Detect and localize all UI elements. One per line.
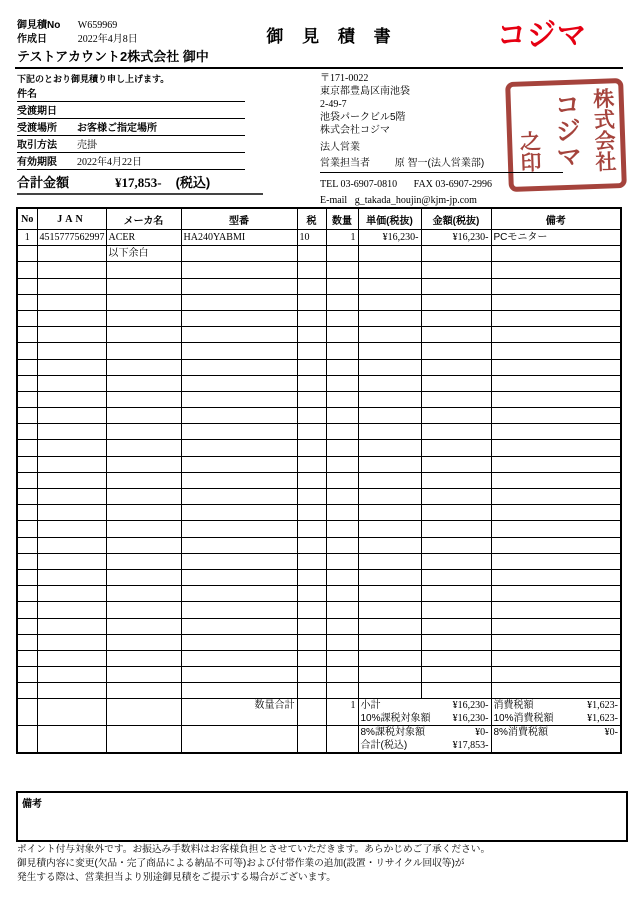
table-row-empty xyxy=(17,278,621,294)
field-subject-label: 件名 xyxy=(17,89,37,100)
table-row-empty xyxy=(17,440,621,456)
totals-row-1 xyxy=(17,699,621,726)
field-payment-method-label: 取引方法 xyxy=(17,140,57,151)
field-delivery-date-label: 受渡期日 xyxy=(17,106,57,117)
item-jan: 4515777562997 xyxy=(37,230,106,246)
created-date-value: 2022年4月8日 xyxy=(77,34,138,45)
footer-note-1: ポイント付与対象外です。お振込み手数料はお客様負担とさせていただきます。あらかじめご了承ください。 xyxy=(17,844,491,855)
seller-block xyxy=(320,72,583,207)
items-table xyxy=(16,207,622,754)
field-expiry-value: 2022年4月22日 xyxy=(77,157,142,168)
quote-fields xyxy=(17,84,245,195)
document-title: 御 見 積 書 xyxy=(266,27,398,46)
footer-notes xyxy=(17,843,490,885)
seller-email: g_takada_houjin@kjm-jp.com xyxy=(354,195,477,206)
seal-text-suffix: 之印 xyxy=(516,129,543,173)
taxable8-label: 8%課税対象額 xyxy=(360,727,425,739)
remarks-label: 備考 xyxy=(22,799,42,810)
item-amount: ¥16,230- xyxy=(421,230,491,246)
seller-postal: 〒171-0022 xyxy=(320,73,369,84)
seller-address2: 2-49-7 xyxy=(320,99,347,110)
total-incl-tax-value: ¥17,853- xyxy=(452,740,489,752)
col-no: No xyxy=(17,208,37,230)
tax10-line xyxy=(494,712,619,725)
col-model: 型番 xyxy=(181,208,297,230)
table-row-empty xyxy=(17,424,621,440)
grand-total-value: ¥17,853- xyxy=(115,175,162,190)
tax8-label: 8%消費税額 xyxy=(493,727,548,739)
tax-total-value: ¥1,623- xyxy=(587,700,618,712)
email-label: E-mail xyxy=(320,195,348,206)
seller-address3: 池袋パークビル5階 xyxy=(320,112,406,123)
tax8-line xyxy=(494,726,619,739)
table-row-empty xyxy=(17,602,621,618)
table-row-empty xyxy=(17,310,621,326)
grand-total-suffix: (税込) xyxy=(175,175,211,190)
seller-division: 法人営業 xyxy=(320,142,360,153)
table-row-empty xyxy=(17,521,621,537)
grand-total-label: 合計金額 xyxy=(17,175,70,190)
sales-contact-row xyxy=(320,157,563,173)
field-payment-method-value: 売掛 xyxy=(77,140,97,151)
quote-no-value: W659969 xyxy=(77,20,118,31)
grand-total-row xyxy=(17,172,263,195)
table-row-empty xyxy=(17,553,621,569)
footer-note-3: 発生する際は、営業担当より別途御見積をご提示する場合がございます。 xyxy=(17,872,336,883)
table-row-empty xyxy=(17,683,621,699)
subtotal-cell xyxy=(358,699,491,726)
table-row-empty xyxy=(17,262,621,278)
tax8-cell xyxy=(491,726,621,754)
item-qty: 1 xyxy=(326,230,358,246)
tax10-label: 10%消費税額 xyxy=(493,713,554,725)
tax8-value: ¥0- xyxy=(604,727,618,739)
remarks-box xyxy=(16,791,628,842)
tax10-value: ¥1,623- xyxy=(587,713,618,725)
field-subject xyxy=(17,84,245,102)
taxable8-value: ¥0- xyxy=(475,727,489,739)
table-row-empty xyxy=(17,456,621,472)
seller-fax: FAX 03-6907-2996 xyxy=(413,179,493,190)
field-delivery-place xyxy=(17,119,245,136)
subtotal-line xyxy=(361,699,489,712)
table-row-empty xyxy=(17,343,621,359)
table-row-empty xyxy=(17,391,621,407)
tax-total-line xyxy=(494,699,619,712)
total-incl-tax-line xyxy=(361,739,489,752)
greeting-text: 下記のとおり御見積り申し上げます。 xyxy=(17,74,170,84)
customer-name: テストアカウント2株式会社 御中 xyxy=(17,49,209,64)
item-model: HA240YABMI xyxy=(181,230,297,246)
taxable8-line xyxy=(361,726,489,739)
col-amount: 金額(税抜) xyxy=(421,208,491,230)
table-row-empty xyxy=(17,408,621,424)
sales-contact-label: 営業担当者 xyxy=(320,158,370,169)
table-row-empty xyxy=(17,667,621,683)
total-incl-tax-label: 合計(税込) xyxy=(360,740,408,752)
table-row-empty xyxy=(17,505,621,521)
kojima-logo: コジマ xyxy=(497,18,588,54)
table-header-row xyxy=(17,208,621,230)
tel-fax-row xyxy=(320,178,580,191)
col-jan: JAN xyxy=(37,208,106,230)
totals-section xyxy=(17,699,621,754)
table-body xyxy=(17,230,621,262)
blank-marker-row xyxy=(17,246,621,262)
totals-row-2 xyxy=(17,726,621,754)
field-delivery-place-value: お客様ご指定場所 xyxy=(77,123,157,134)
table-row-empty xyxy=(17,634,621,650)
sales-contact-name: 原 智一(法人営業部) xyxy=(394,158,485,169)
table-row-empty xyxy=(17,489,621,505)
field-payment-method xyxy=(17,136,245,153)
subtotal-label: 小計 xyxy=(360,700,381,712)
grand-total-cell xyxy=(358,726,491,754)
subtotal-value: ¥16,230- xyxy=(452,700,489,712)
table-row-empty xyxy=(17,294,621,310)
item-row-1 xyxy=(17,230,621,246)
taxable10-label: 10%課税対象額 xyxy=(360,713,431,725)
field-expiry-label: 有効期限 xyxy=(17,157,57,168)
col-maker: メーカ名 xyxy=(106,208,181,230)
seller-tel: TEL 03-6907-0810 xyxy=(320,179,398,190)
email-row xyxy=(320,194,580,207)
footer-note-2: 御見積内容に変更(欠品・完了商品による納品不可等)および付帯作業の追加(設置・リサイクル回収等)が xyxy=(17,858,465,869)
qty-total-value: 1 xyxy=(326,699,358,726)
seller-company: 株式会社コジマ xyxy=(320,125,390,136)
table-row-empty xyxy=(17,472,621,488)
table-row-empty xyxy=(17,375,621,391)
table-row-empty xyxy=(17,586,621,602)
seal-text-kojima: コジマ xyxy=(550,90,583,170)
field-delivery-place-label: 受渡場所 xyxy=(17,123,57,134)
table-row-empty xyxy=(17,618,621,634)
table-row-empty xyxy=(17,650,621,666)
qty-total-label: 数量合計 xyxy=(181,699,297,726)
seal-text-company: 株式会社 xyxy=(590,87,618,173)
quote-no-label: 御見積No xyxy=(17,20,61,31)
tax-total-label: 消費税額 xyxy=(493,700,534,712)
col-qty: 数量 xyxy=(326,208,358,230)
table-row-empty xyxy=(17,327,621,343)
item-maker: ACER xyxy=(106,230,181,246)
field-delivery-date xyxy=(17,102,245,119)
seller-address1: 東京都豊島区南池袋 xyxy=(320,86,410,97)
taxable10-line xyxy=(361,712,489,725)
table-row-empty xyxy=(17,569,621,585)
item-tax: 10 xyxy=(297,230,326,246)
table-row-empty xyxy=(17,537,621,553)
col-unit-price: 単価(税抜) xyxy=(358,208,421,230)
taxable10-value: ¥16,230- xyxy=(452,713,489,725)
header-rule xyxy=(15,67,623,69)
item-no: 1 xyxy=(17,230,37,246)
empty-rows xyxy=(17,262,621,699)
table-row-empty xyxy=(17,359,621,375)
tax-amount-cell xyxy=(491,699,621,726)
blank-marker: 以下余白 xyxy=(106,246,181,262)
col-tax: 税 xyxy=(297,208,326,230)
created-date-row xyxy=(17,30,138,45)
quote-no-row xyxy=(17,16,117,31)
created-date-label: 作成日 xyxy=(17,34,47,45)
item-note: PCモニター xyxy=(491,230,621,246)
field-expiry xyxy=(17,153,245,170)
col-note: 備考 xyxy=(491,208,621,230)
item-unit-price: ¥16,230- xyxy=(358,230,421,246)
